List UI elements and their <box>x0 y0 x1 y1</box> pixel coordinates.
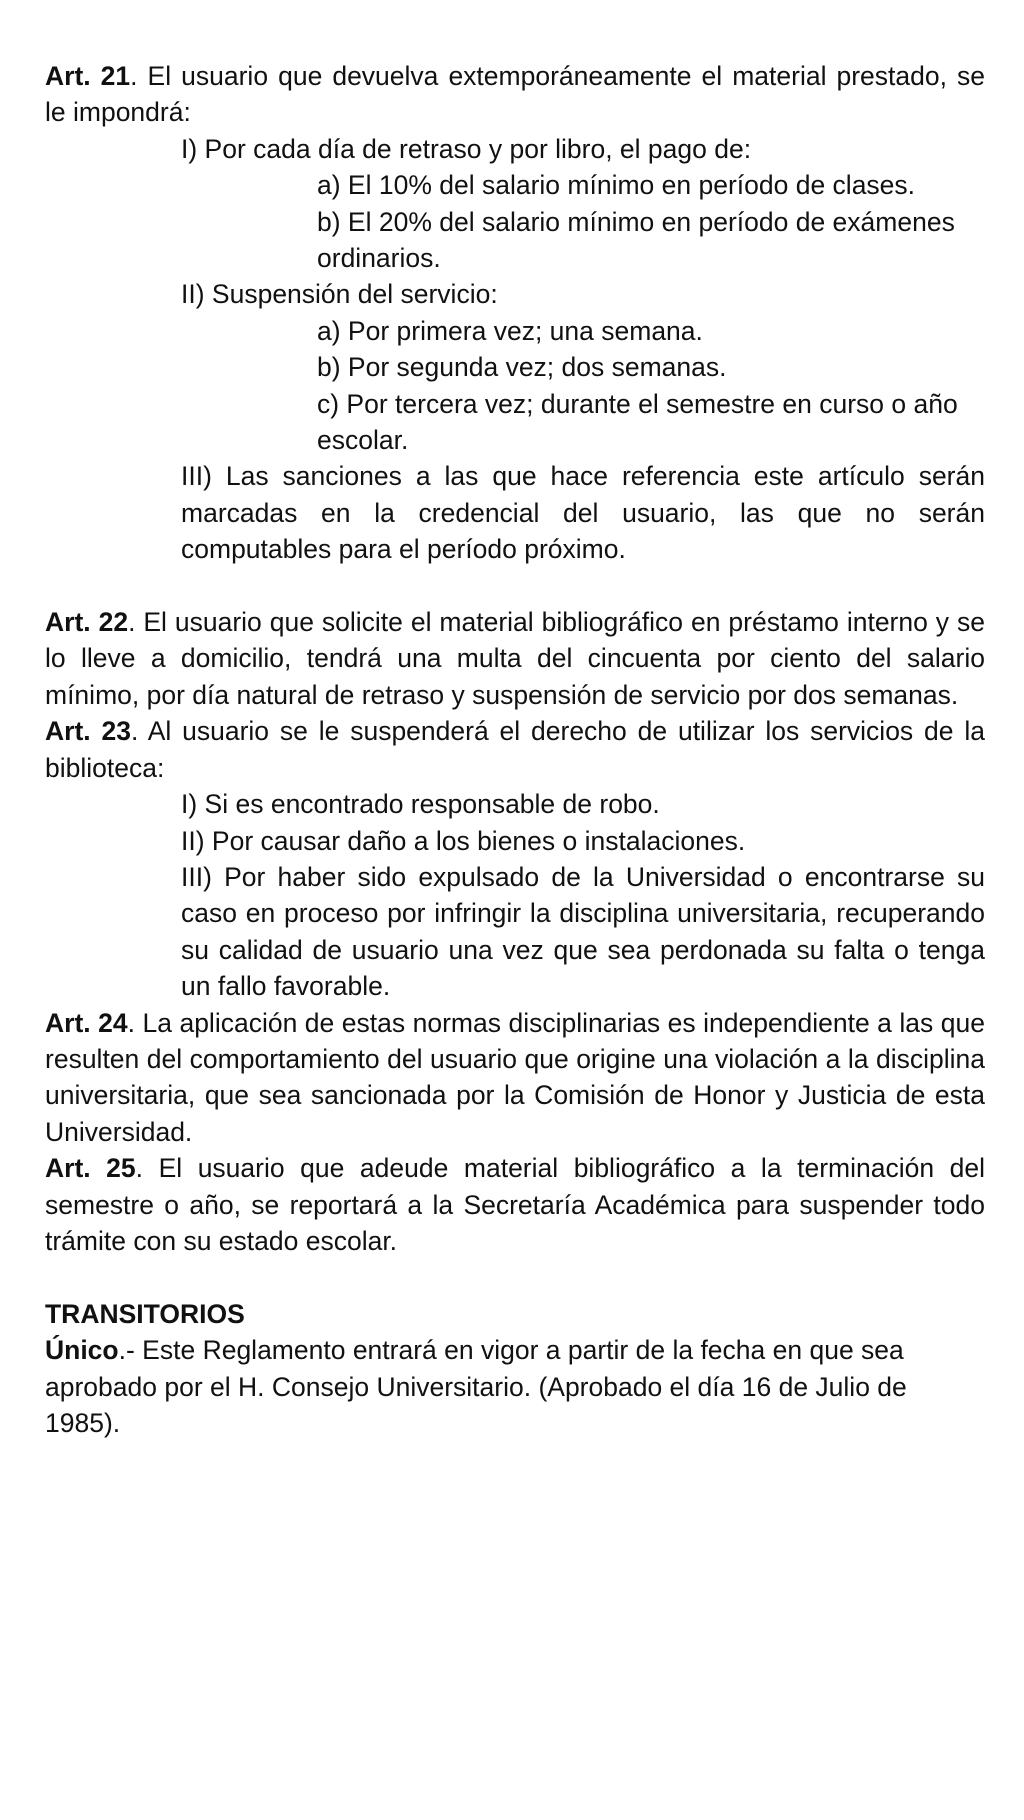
article-24-text: . La aplicación de estas normas disciplinarias es independiente a las que resulten del comportamiento del usuario que origine una violación a la disciplina universitaria, que sea sancionada por la Comisión de Honor y Justicia de esta Universidad. <box>45 1007 985 1147</box>
article-22-text: . El usuario que solicite el material bibliográfico en préstamo interno y se lo lleve a domicilio, tendrá una multa del cincuenta por ciento del salario mínimo, por día natural de retraso y suspensión de servicio por dos semanas. <box>45 607 985 710</box>
article-22-number: Art. 22 <box>45 607 129 638</box>
spacer <box>45 568 985 604</box>
article-23-number: Art. 23 <box>45 716 131 747</box>
article-21-clause-ii: II) Suspensión del servicio: <box>181 279 498 310</box>
article-23-clause-iii: III) Por haber sido expulsado de la Universidad o encontrarse su caso en proceso por infringir la disciplina universitaria, recuperando su calidad de usuario una vez que sea perdonada su falta o tenga un fallo favorable. <box>181 861 985 1002</box>
article-21-clause-ii-c: c) Por tercera vez; durante el semestre en curso o año escolar. <box>317 388 958 456</box>
transitorio-unico-text-1: .- Este Reglamento entrará en vigor a partir de la fecha en que sea <box>118 1335 904 1366</box>
article-21-clause-i-a: a) El 10% del salario mínimo en período de clases. <box>317 170 916 201</box>
article-24 <box>45 1005 985 1151</box>
article-25 <box>45 1150 985 1259</box>
article-21-clause-iii: III) Las sanciones a las que hace referencia este artículo serán marcadas en la credencial del usuario, las que no serán computables para el período próximo. <box>181 461 985 565</box>
transitorio-unico-text-3: 1985). <box>45 1408 121 1438</box>
article-21-clause-ii-b: b) Por segunda vez; dos semanas. <box>317 352 727 383</box>
article-21-text: . El usuario que devuelva extemporáneamente el material prestado, se le impondrá: <box>45 61 985 128</box>
article-21-number: Art. 21 <box>45 61 131 91</box>
article-23-text: . Al usuario se le suspenderá el derecho de utilizar los servicios de la biblioteca: <box>45 716 985 783</box>
article-21-clause-i: I) Por cada día de retraso y por libro, el pago de: <box>181 133 752 164</box>
article-23 <box>45 713 985 786</box>
article-22 <box>45 604 985 713</box>
article-21 <box>45 58 985 131</box>
article-21-clause-i-b: b) El 20% del salario mínimo en período de exámenes ordinarios. <box>317 206 955 274</box>
transitorio-unico <box>45 1332 985 1441</box>
transitorio-unico-text-2: aprobado por el H. Consejo Universitario. (Aprobado el día 16 de Julio de <box>45 1371 907 1402</box>
article-23-clause-i: I) Si es encontrado responsable de robo. <box>181 789 660 820</box>
transitorios-heading: TRANSITORIOS <box>45 1298 245 1329</box>
article-25-number: Art. 25 <box>45 1153 136 1184</box>
transitorio-unico-label: Único <box>45 1335 119 1366</box>
article-24-number: Art. 24 <box>45 1007 128 1038</box>
document-page <box>45 58 985 1441</box>
article-25-text: . El usuario que adeude material bibliográfico a la terminación del semestre o año, se reportará a la Secretaría Académica para suspender todo trámite con su estado escolar. <box>45 1153 985 1256</box>
article-21-clause-ii-a: a) Por primera vez; una semana. <box>317 315 703 346</box>
article-23-clause-ii: II) Por causar daño a los bienes o instalaciones. <box>181 825 746 856</box>
spacer <box>45 1259 985 1295</box>
